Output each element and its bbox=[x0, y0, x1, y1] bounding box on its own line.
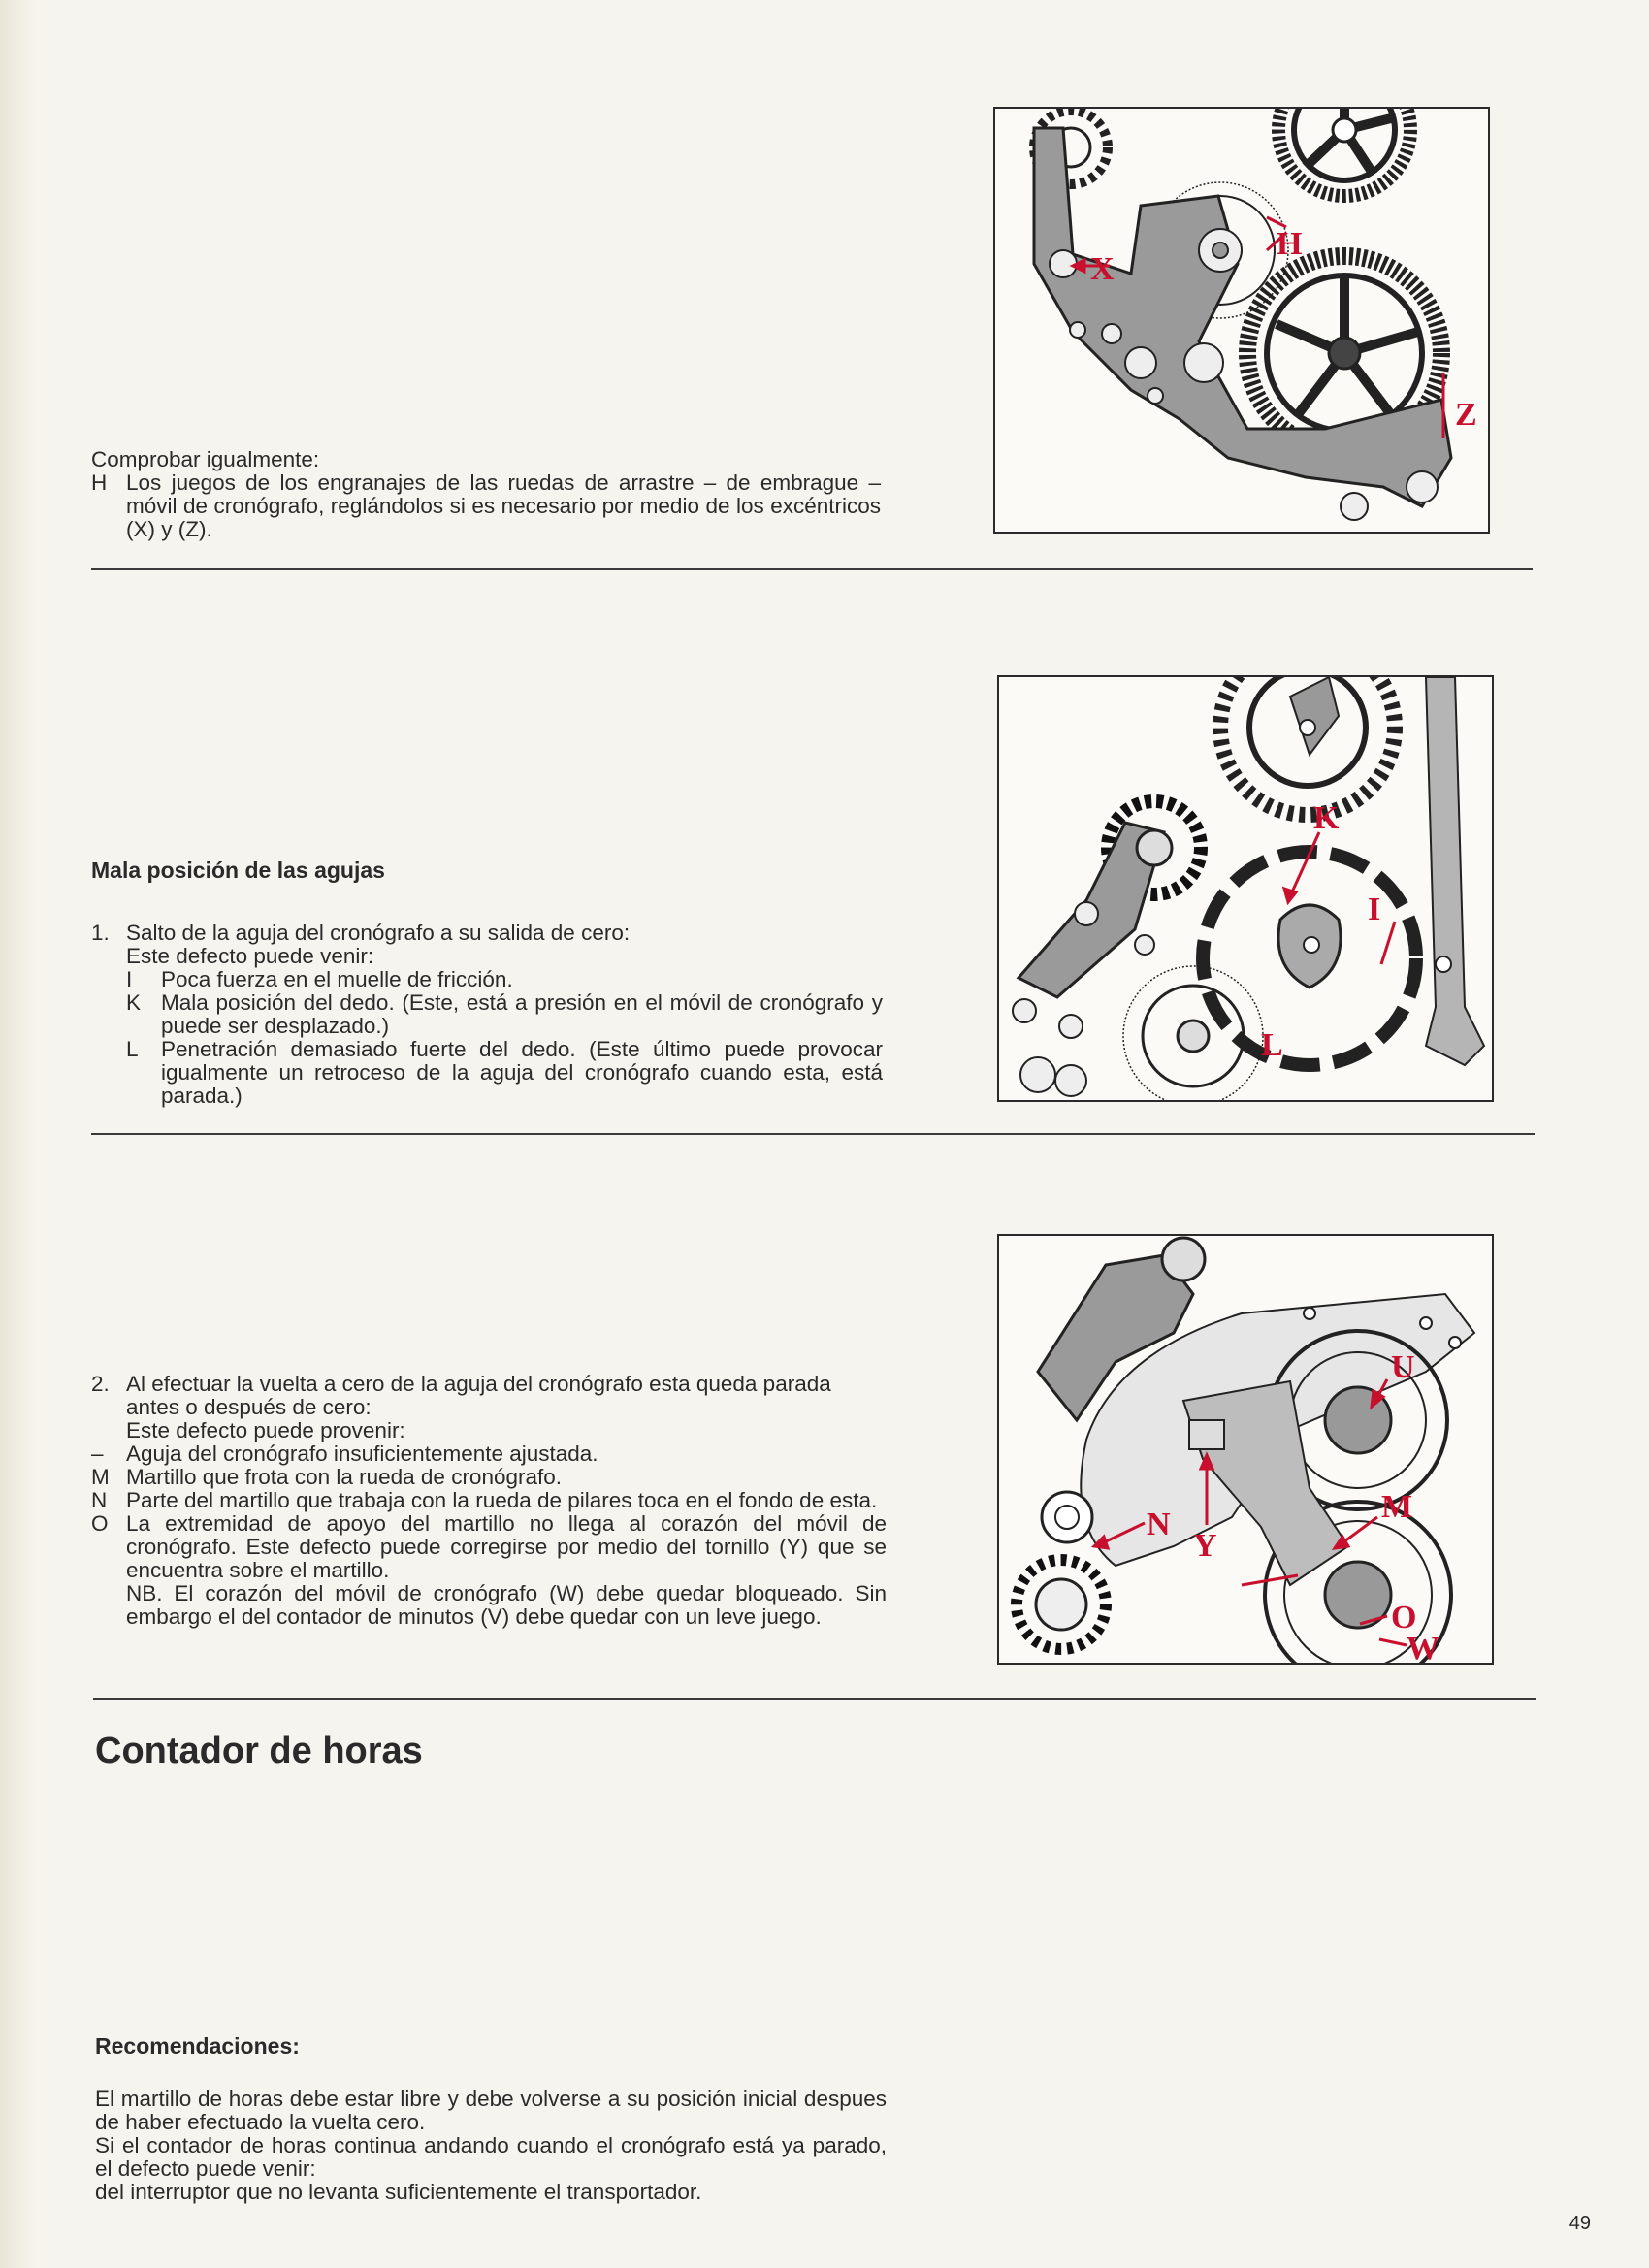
figure-label-l: L bbox=[1261, 1027, 1283, 1063]
figure-label-z: Z bbox=[1455, 397, 1477, 433]
subitem-key: O bbox=[91, 1511, 109, 1536]
subitem-text: Poca fuerza en el muelle de fricción. bbox=[161, 967, 513, 991]
figure-label-o: O bbox=[1391, 1600, 1417, 1636]
item-number: 2. bbox=[91, 1372, 110, 1396]
item-intro: Este defecto puede venir: bbox=[126, 944, 374, 968]
note-text: NB. El corazón del móvil de cronógrafo (W) debe quedar bloqueado. Sin embargo el del contador de minutos (V) debe quedar con un leve juego. bbox=[126, 1581, 887, 1629]
figure-label-h: H bbox=[1277, 226, 1303, 262]
subitem-key: N bbox=[91, 1488, 108, 1512]
divider-2 bbox=[91, 1133, 1535, 1135]
subitem-text: Mala posición del dedo. (Este, está a presión en el móvil de cronógrafo y puede ser desplazado.) bbox=[161, 990, 883, 1038]
list-item bbox=[91, 471, 881, 541]
recommendations-heading: Recomendaciones: bbox=[95, 2033, 300, 2058]
figure-label-n: N bbox=[1147, 1507, 1171, 1542]
item-number: 1. bbox=[91, 921, 110, 945]
paragraph: del interruptor que no levanta suficientemente el transportador. bbox=[95, 2180, 702, 2204]
subitem-text: Parte del martillo que trabaja con la rueda de pilares toca en el fondo de esta. bbox=[126, 1488, 878, 1512]
paragraph: Si el contador de horas continua andando cuando el cronógrafo está ya parado, el defecto puede venir: bbox=[95, 2133, 887, 2181]
figure-label-x: X bbox=[1090, 251, 1115, 287]
divider-3 bbox=[93, 1698, 1536, 1700]
subitem-text: Penetración demasiado fuerte del dedo. (Este último puede provocar igualmente un retroceso de la aguja del cronógrafo cuando esta, está parada.) bbox=[161, 1037, 883, 1108]
list-item bbox=[126, 991, 883, 1038]
list-item bbox=[126, 968, 883, 991]
figure-label-i: I bbox=[1368, 891, 1381, 927]
figure-label-u: U bbox=[1391, 1349, 1415, 1385]
subitem-key: L bbox=[126, 1037, 139, 1061]
subitem-key: – bbox=[91, 1442, 104, 1466]
numbered-item bbox=[91, 1373, 887, 1442]
item-intro: Este defecto puede provenir: bbox=[126, 1418, 405, 1442]
list-item bbox=[91, 1489, 887, 1512]
subitem-key: K bbox=[126, 990, 142, 1015]
item-title: Salto de la aguja del cronógrafo a su salida de cero: bbox=[126, 921, 630, 945]
item-key: H bbox=[91, 470, 108, 495]
figure-label-y: Y bbox=[1193, 1528, 1217, 1564]
figure-clutch-wheels bbox=[993, 107, 1490, 534]
subitem-text: Martillo que frota con la rueda de cronógrafo. bbox=[126, 1465, 563, 1489]
list-item bbox=[91, 1466, 887, 1489]
section2-text bbox=[91, 922, 883, 1108]
page-number: 49 bbox=[1568, 2213, 1591, 2234]
section3-text bbox=[91, 1373, 887, 1629]
figure-label-w: W bbox=[1406, 1631, 1439, 1663]
note bbox=[91, 1582, 887, 1629]
figure-finger-position bbox=[997, 675, 1494, 1102]
page-binding-edge bbox=[0, 0, 39, 2268]
numbered-item bbox=[91, 922, 883, 1108]
subitem-key: I bbox=[126, 967, 133, 991]
paragraph: El martillo de horas debe estar libre y debe volverse a su posición inicial despues de haber efectuado la vuelta cero. bbox=[95, 2087, 887, 2134]
list-item bbox=[126, 1038, 883, 1108]
subitem-text: Aguja del cronógrafo insuficientemente ajustada. bbox=[126, 1442, 598, 1466]
figure-hammer-reset bbox=[997, 1234, 1494, 1665]
list-item bbox=[91, 1512, 887, 1582]
figure-label-k: K bbox=[1313, 800, 1340, 836]
item-text: Los juegos de los engranajes de las ruedas de arrastre – de embrague – móvil de cronógrafo, reglándolos si es necesario por medio de los excéntricos (X) y (Z). bbox=[126, 470, 881, 541]
list-item bbox=[91, 1442, 887, 1466]
recommendations-text bbox=[95, 2088, 887, 2204]
item-title: Al efectuar la vuelta a cero de la aguja del cronógrafo esta queda parada antes o después de cero: bbox=[126, 1372, 831, 1419]
section-title-hour-counter: Contador de horas bbox=[95, 1731, 423, 1771]
section1-intro: Comprobar igualmente: bbox=[91, 447, 320, 471]
section2-heading: Mala posición de las agujas bbox=[91, 858, 385, 883]
subitem-key: M bbox=[91, 1465, 110, 1489]
section1-text bbox=[91, 448, 881, 541]
subitem-text: La extremidad de apoyo del martillo no llega al corazón del móvil de cronógrafo. Este defecto puede corregirse por medio del tornillo (Y) que se encuentra sobre el martillo. bbox=[126, 1511, 887, 1582]
figure-label-m: M bbox=[1381, 1489, 1413, 1525]
divider-1 bbox=[91, 568, 1533, 570]
